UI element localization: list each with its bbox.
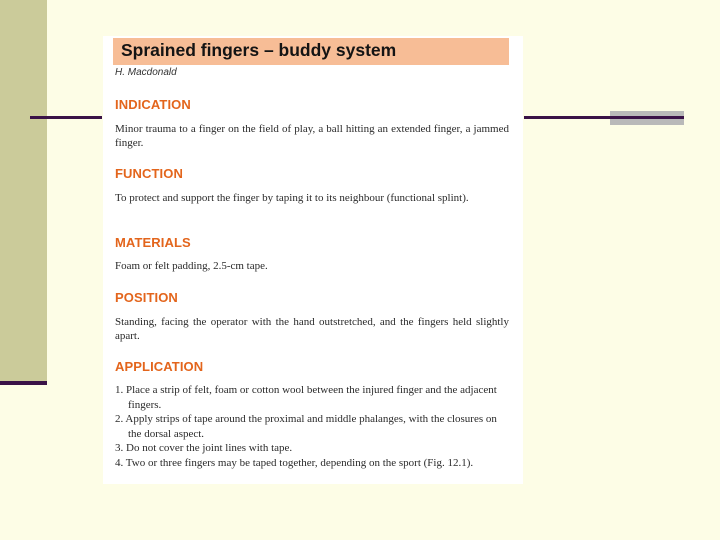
- left-bar-underline: [0, 381, 47, 385]
- section-heading-indication: INDICATION: [115, 97, 191, 112]
- section-heading-application: APPLICATION: [115, 359, 204, 374]
- document-image: [103, 36, 523, 484]
- section-text-function: To protect and support the finger by taping it to its neighbour (functional splint).: [115, 192, 469, 204]
- section-text-indication: Minor trauma to a finger on the field of play, a ball hitting an extended finger, a jammed finger.: [115, 123, 509, 149]
- application-step: 1. Place a strip of felt, foam or cotton wool between the injured finger and the adjacent fingers.: [115, 384, 497, 411]
- section-text-materials: Foam or felt padding, 2.5-cm tape.: [115, 260, 268, 272]
- application-step: 4. Two or three fingers may be taped together, depending on the sport (Fig. 12.1).: [115, 456, 474, 469]
- application-steps-list: [115, 383, 511, 470]
- section-heading-function: FUNCTION: [115, 166, 183, 181]
- section-heading-materials: MATERIALS: [115, 235, 191, 250]
- document-author: H. Macdonald: [115, 67, 177, 78]
- application-step: 3. Do not cover the joint lines with tape.: [115, 442, 293, 454]
- section-text-position: Standing, facing the operator with the hand outstretched, and the fingers held slightly apart.: [115, 316, 509, 342]
- right-rule-line: [524, 116, 684, 119]
- document-title: Sprained fingers – buddy system: [121, 40, 397, 60]
- left-decorative-bar: [0, 0, 47, 383]
- left-rule-line: [30, 116, 102, 119]
- section-heading-position: POSITION: [115, 290, 178, 305]
- application-step: 2. Apply strips of tape around the proximal and middle phalanges, with the closures on the dorsal aspect.: [115, 413, 497, 440]
